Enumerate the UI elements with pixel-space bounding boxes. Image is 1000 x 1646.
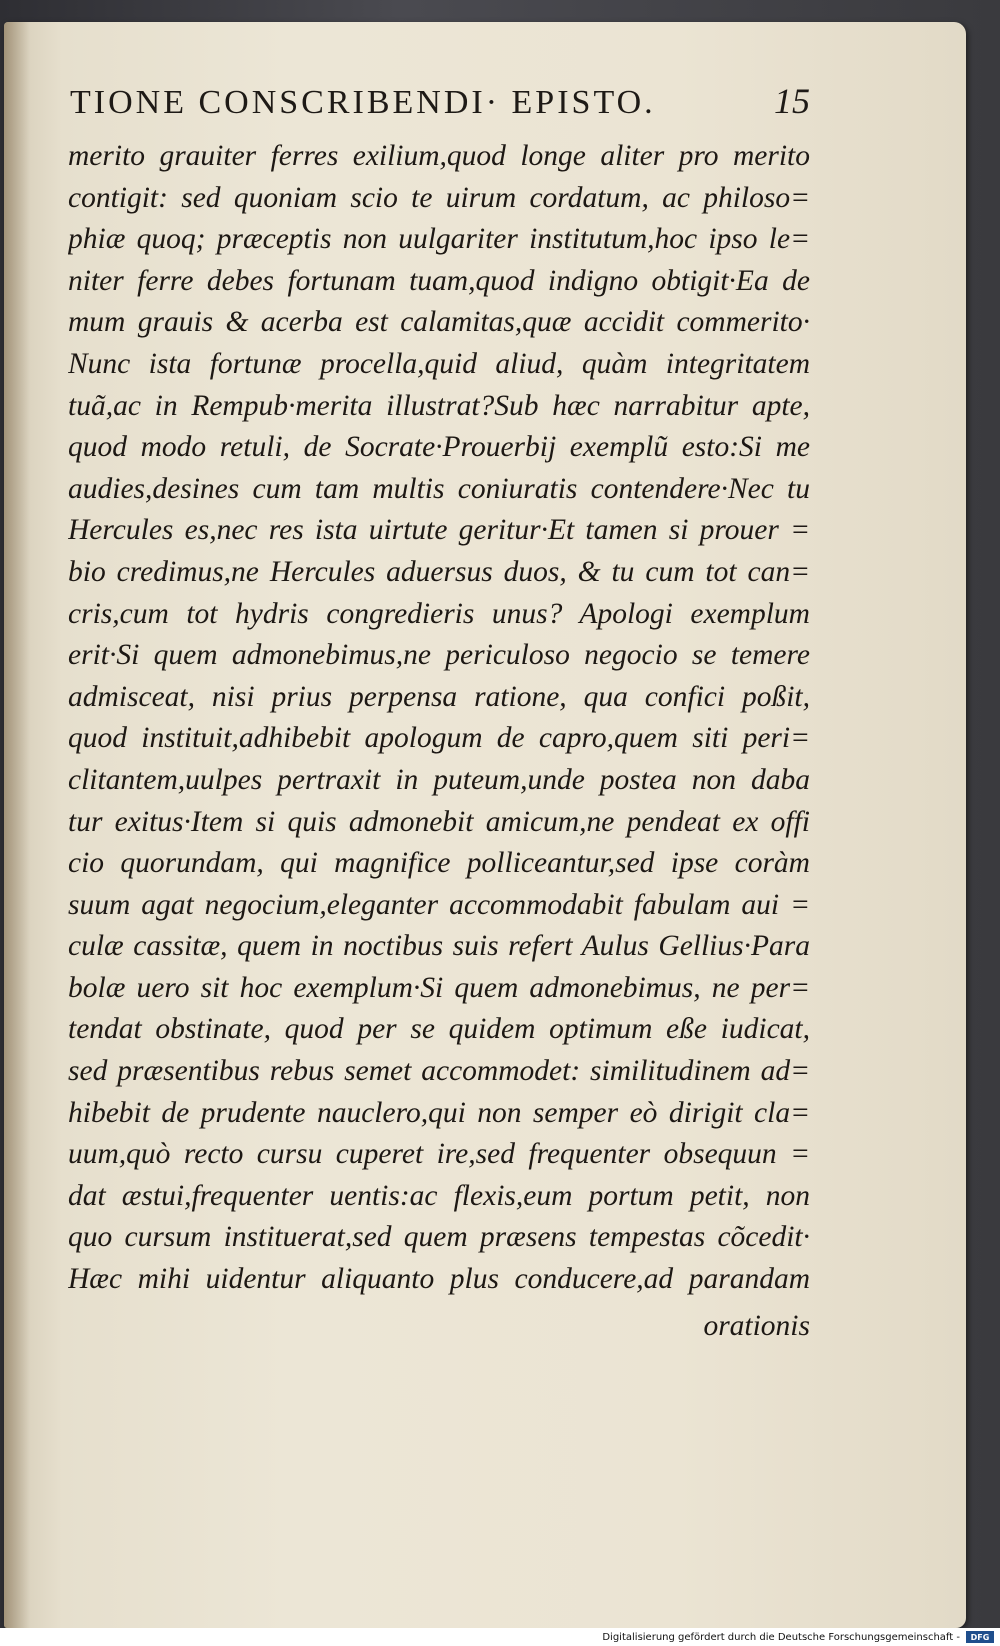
body-text [68,136,810,1301]
text-line: bio credimus,ne Hercules aduersus duos, & tu cum tot can= [68,555,810,588]
text-line: Hercules es,nec res ista uirtute geritur·Et tamen si prouer = [68,514,810,547]
catchword-row [68,1310,810,1343]
text-line: merito grauiter ferres exilium,quod longe aliter pro merito [68,140,810,172]
text-line: cris,cum tot hydris congredieris unus? Apologi exemplum [68,597,810,630]
text-line: phiæ quoq; præceptis non uulgariter institutum,hoc ipso le= [68,223,810,256]
digitization-footer [0,1628,1000,1646]
page-header [70,80,810,140]
text-line: cio quorundam, qui magnifice polliceantur,sed ipse coràm [68,847,810,880]
page-gutter-shadow [4,22,30,1628]
text-line: clitantem,uulpes pertraxit in puteum,unde postea non daba [68,763,810,796]
text-line: tur exitus·Item si quis admonebit amicum,ne pendeat ex offi [68,805,810,838]
text-line: bolæ uero sit hoc exemplum·Si quem admonebimus, ne per= [68,971,810,1004]
text-line: erit·Si quem admonebimus,ne periculoso negocio se temere [68,639,810,672]
folio-number: 15 [774,81,810,121]
text-line: tendat obstinate, quod per se quidem optimum eße iudicat, [68,1013,810,1046]
text-line: uum,quò recto cursu cuperet ire,sed frequenter obsequun = [68,1138,810,1171]
text-line: audies,desines cum tam multis coniuratis contendere·Nec tu [68,472,810,505]
dfg-logo-icon: DFG [966,1631,994,1643]
funding-credit: Digitalisierung gefördert durch die Deutsche Forschungsgemeinschaft - [602,1631,960,1643]
text-line: Nunc ista fortunæ procella,quid aliud, quàm integritatem [68,347,810,380]
running-head: TIONE CONSCRIBENDI· EPISTO. [70,84,656,121]
text-line: suum agat negocium,eleganter accommodabit fabulam aui = [68,888,810,921]
text-line: dat æstui,frequenter uentis:ac flexis,eum portum petit, non [68,1179,810,1212]
text-line: quo cursum instituerat,sed quem præsens tempestas cõcedit· [68,1221,810,1254]
text-line: culæ cassitæ, quem in noctibus suis refert Aulus Gellius·Para [68,930,810,963]
text-line: hibebit de prudente nauclero,qui non semper eò dirigit cla= [68,1096,810,1129]
catchword: orationis [703,1310,810,1342]
text-line: Hæc mihi uidentur aliquanto plus conducere,ad parandam [68,1263,810,1296]
text-line: quod instituit,adhibebit apologum de capro,quem siti peri= [68,722,810,755]
text-line: niter ferre debes fortunam tuam,quod indigno obtigit·Ea de [68,264,810,297]
text-line: mum grauis & acerba est calamitas,quæ accidit commerito· [68,306,810,339]
text-line: tuã,ac in Rempub·merita illustrat?Sub hæc narrabitur apte, [68,389,810,422]
text-line: admisceat, nisi prius perpensa ratione, qua confici poßit, [68,680,810,713]
text-line: contigit: sed quoniam scio te uirum cordatum, ac philoso= [68,181,810,214]
text-line: quod modo retuli, de Socrate·Prouerbij exemplũ esto:Si me [68,431,810,464]
text-line: sed præsentibus rebus semet accommodet: similitudinem ad= [68,1055,810,1088]
